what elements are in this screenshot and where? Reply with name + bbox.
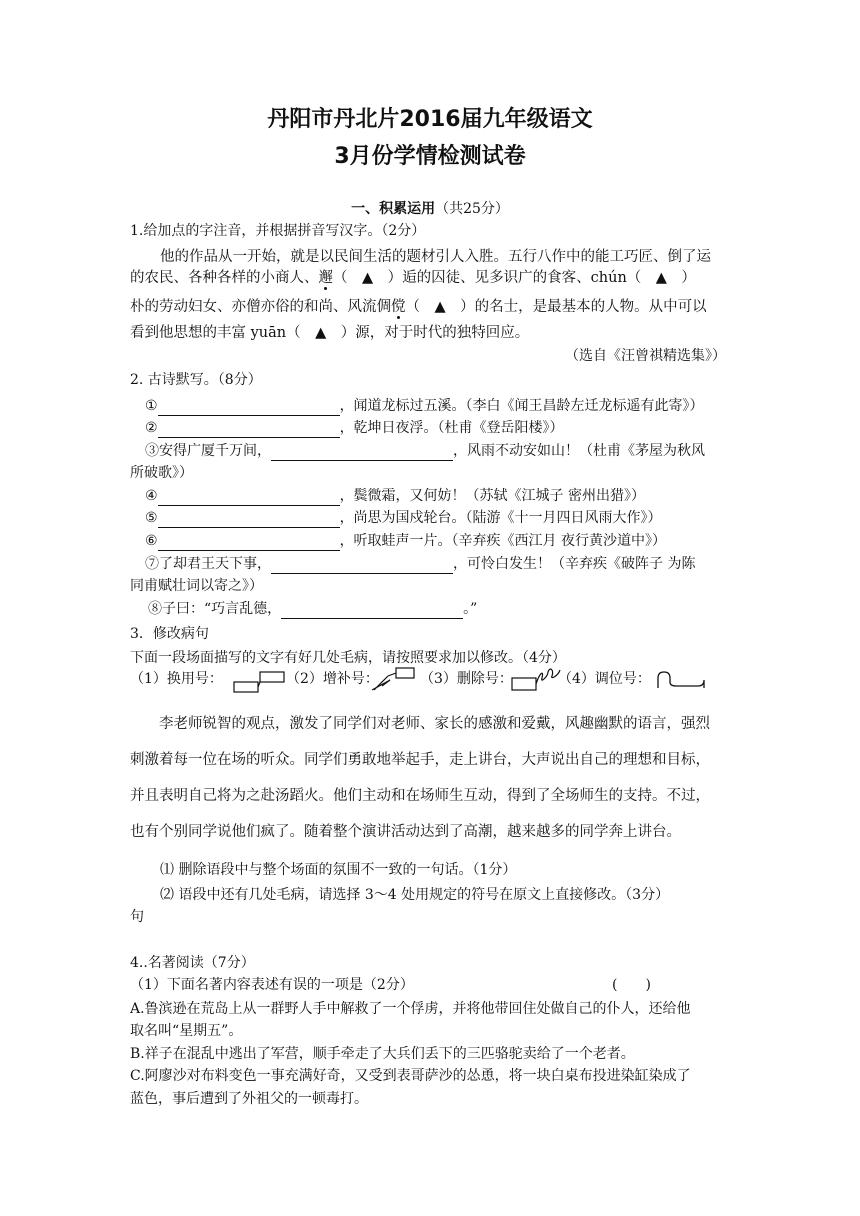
poem-line — [145, 396, 704, 416]
poem-text: 。” — [463, 601, 478, 617]
poem-number: ⑤ — [145, 510, 158, 526]
q2-prompt: 2. 古诗默写。（8分） — [130, 372, 262, 388]
q1-text-segment: 朴的劳动妇女、亦僧亦俗的和尚、风流倜 — [130, 299, 391, 315]
poem-text: 子曰：“巧言乱德， — [162, 601, 282, 617]
q3-sub2: ⑵ 语段中还有几处毛病，请选择 3～4 处用规定的符号在原文上直接修改。（3分） — [160, 887, 670, 903]
q1-text-line: 看到他思想的丰富 yuān（ ▲ ）源，对于时代的独特回应。 — [130, 325, 530, 341]
transpose-mark-icon — [650, 668, 710, 692]
q3-instruction: 下面一段场面描写的文字有好几处毛病，请按照要求加以修改。（4分） — [130, 650, 566, 666]
q1-text-segment: （ ▲ ）逅的囚徒、见多识广的食客、chún（ ▲ ） — [333, 270, 696, 286]
poem-line — [145, 441, 705, 461]
symbol-label: （1）换用号： — [130, 671, 223, 687]
poem-text: 安得广厦千万间， — [159, 443, 271, 459]
poem-line — [145, 554, 695, 574]
passage-line: 刺激着每一位在场的听众。同学们勇敢地举起手，走上讲台，大声说出自己的理想和目标， — [130, 752, 710, 768]
dotted-character: 邂 — [318, 270, 333, 286]
q3-sub1: ⑴ 删除语段中与整个场面的氛围不一致的一句话。（1分） — [160, 862, 517, 878]
q3-passage — [130, 706, 730, 850]
poem-text: 了却君王天下事， — [159, 556, 271, 572]
passage-line: 也有个别同学说他们疯了。随着整个演讲活动达到了高潮，越来越多的同学奔上讲台。 — [130, 824, 681, 840]
poem-line — [145, 486, 645, 506]
poem-line — [145, 508, 662, 528]
q1-text-line — [130, 297, 707, 317]
symbol-label: （4）调位号： — [558, 671, 651, 687]
delete-mark-icon — [508, 664, 564, 694]
poem-line — [130, 463, 193, 483]
option-b: B.祥子在混乱中逃出了军营，顺手牵走了大兵们丢下的三匹骆驼卖给了一个老者。 — [130, 1046, 635, 1062]
poem-text: 所破歌》） — [130, 465, 193, 481]
insert-mark-icon — [370, 664, 420, 694]
poem-number: ⑧ — [148, 601, 162, 617]
poem-text: ，乾坤日夜浮。（杜甫《登岳阳楼》） — [339, 420, 564, 436]
page-title: 丹阳市丹北片2016届九年级语文 — [267, 107, 593, 132]
page-subtitle: 3月份学情检测试卷 — [334, 144, 526, 169]
q1-prompt: 1.给加点的字注音，并根据拼音写汉字。（2分） — [130, 223, 426, 239]
q4-prompt: 4..名著阅读（7分） — [130, 955, 255, 971]
answer-blank[interactable] — [281, 603, 463, 619]
option-a: A.鲁滨逊在荒岛上从一群野人手中解救了一个俘虏，并将他带回住处做自己的仆人，还给他 — [130, 1001, 691, 1017]
poem-number: ① — [145, 398, 158, 414]
dotted-character: 傥 — [391, 299, 406, 315]
poem-text: ，尚思为国戍轮台。（陆游《十一月四日风雨大作》） — [339, 510, 662, 526]
answer-paren[interactable]: ( ) — [612, 977, 651, 993]
poem-text: 同甫赋壮词以寄之》） — [130, 578, 263, 594]
poem-text: ，风雨不动安如山！（杜甫《茅屋为秋风 — [453, 443, 705, 459]
passage-line: 李老师锐智的观点，激发了同学们对老师、家长的感激和爱戴，风趣幽默的语言，强烈 — [159, 716, 710, 732]
answer-blank[interactable] — [158, 490, 340, 506]
q1-text-segment: （ ▲ ）的名士，是最基本的人物。从中可以 — [405, 299, 707, 315]
poem-number: ⑥ — [145, 533, 158, 549]
passage-line: 并且表明自己将为之赴汤蹈火。他们主动和在场师生互动，得到了全场师生的支持。不过， — [130, 788, 710, 804]
poem-line — [148, 599, 477, 619]
answer-blank[interactable] — [158, 535, 340, 551]
poem-text: ，闻道龙标过五溪。（李白《闻王昌龄左迁龙标遥有此寄》） — [339, 398, 704, 414]
poem-text: ，鬓微霜，又何妨！（苏轼《江城子 密州出猎》） — [339, 488, 646, 504]
symbol-label: （3）删除号： — [420, 671, 513, 687]
poem-number: ③ — [145, 443, 159, 459]
poem-text: ，听取蛙声一片。（辛弃疾《西江月 夜行黄沙道中》） — [339, 533, 667, 549]
q1-text-segment: 的农民、各种各样的小商人、 — [130, 270, 319, 286]
poem-number: ② — [145, 420, 158, 436]
answer-blank[interactable] — [271, 445, 453, 461]
q1-text-line: 他的作品从一开始，就是以民间生活的题材引人入胜。五行八作中的能工巧匠、倒了运 — [160, 249, 711, 265]
q3-trailing-char: 句 — [130, 909, 144, 925]
poem-text: ，可怜白发生！（辛弃疾《破阵子 为陈 — [453, 556, 696, 572]
symbol-label: （2）增补号： — [286, 671, 379, 687]
poem-line — [145, 531, 666, 551]
section-title: 一、积累运用 — [351, 201, 436, 217]
option-a-cont: 取名叫“星期五”。 — [130, 1023, 243, 1039]
answer-blank[interactable] — [271, 558, 453, 574]
poem-line — [130, 576, 263, 596]
section-heading — [0, 198, 860, 218]
answer-blank[interactable] — [158, 422, 340, 438]
q4-sub1: （1）下面名著内容表述有误的一项是（2分） — [130, 977, 414, 993]
q1-text-line — [130, 268, 696, 288]
replace-mark-icon — [228, 668, 290, 696]
option-c-cont: 蓝色，事后遭到了外祖父的一顿毒打。 — [130, 1091, 368, 1107]
answer-blank[interactable] — [158, 512, 340, 528]
poem-number: ⑦ — [145, 556, 159, 572]
section-points: （共25分） — [435, 201, 509, 217]
answer-blank[interactable] — [158, 400, 340, 416]
q3-prompt: 3．修改病句 — [130, 626, 209, 642]
q1-source: （选自《汪曾祺精选集》） — [565, 348, 726, 364]
poem-line — [145, 418, 564, 438]
poem-number: ④ — [145, 488, 158, 504]
option-c: C.阿廖沙对布料变色一事充满好奇，又受到表哥萨沙的怂恿，将一块白桌布投进染缸染成了 — [130, 1068, 691, 1084]
